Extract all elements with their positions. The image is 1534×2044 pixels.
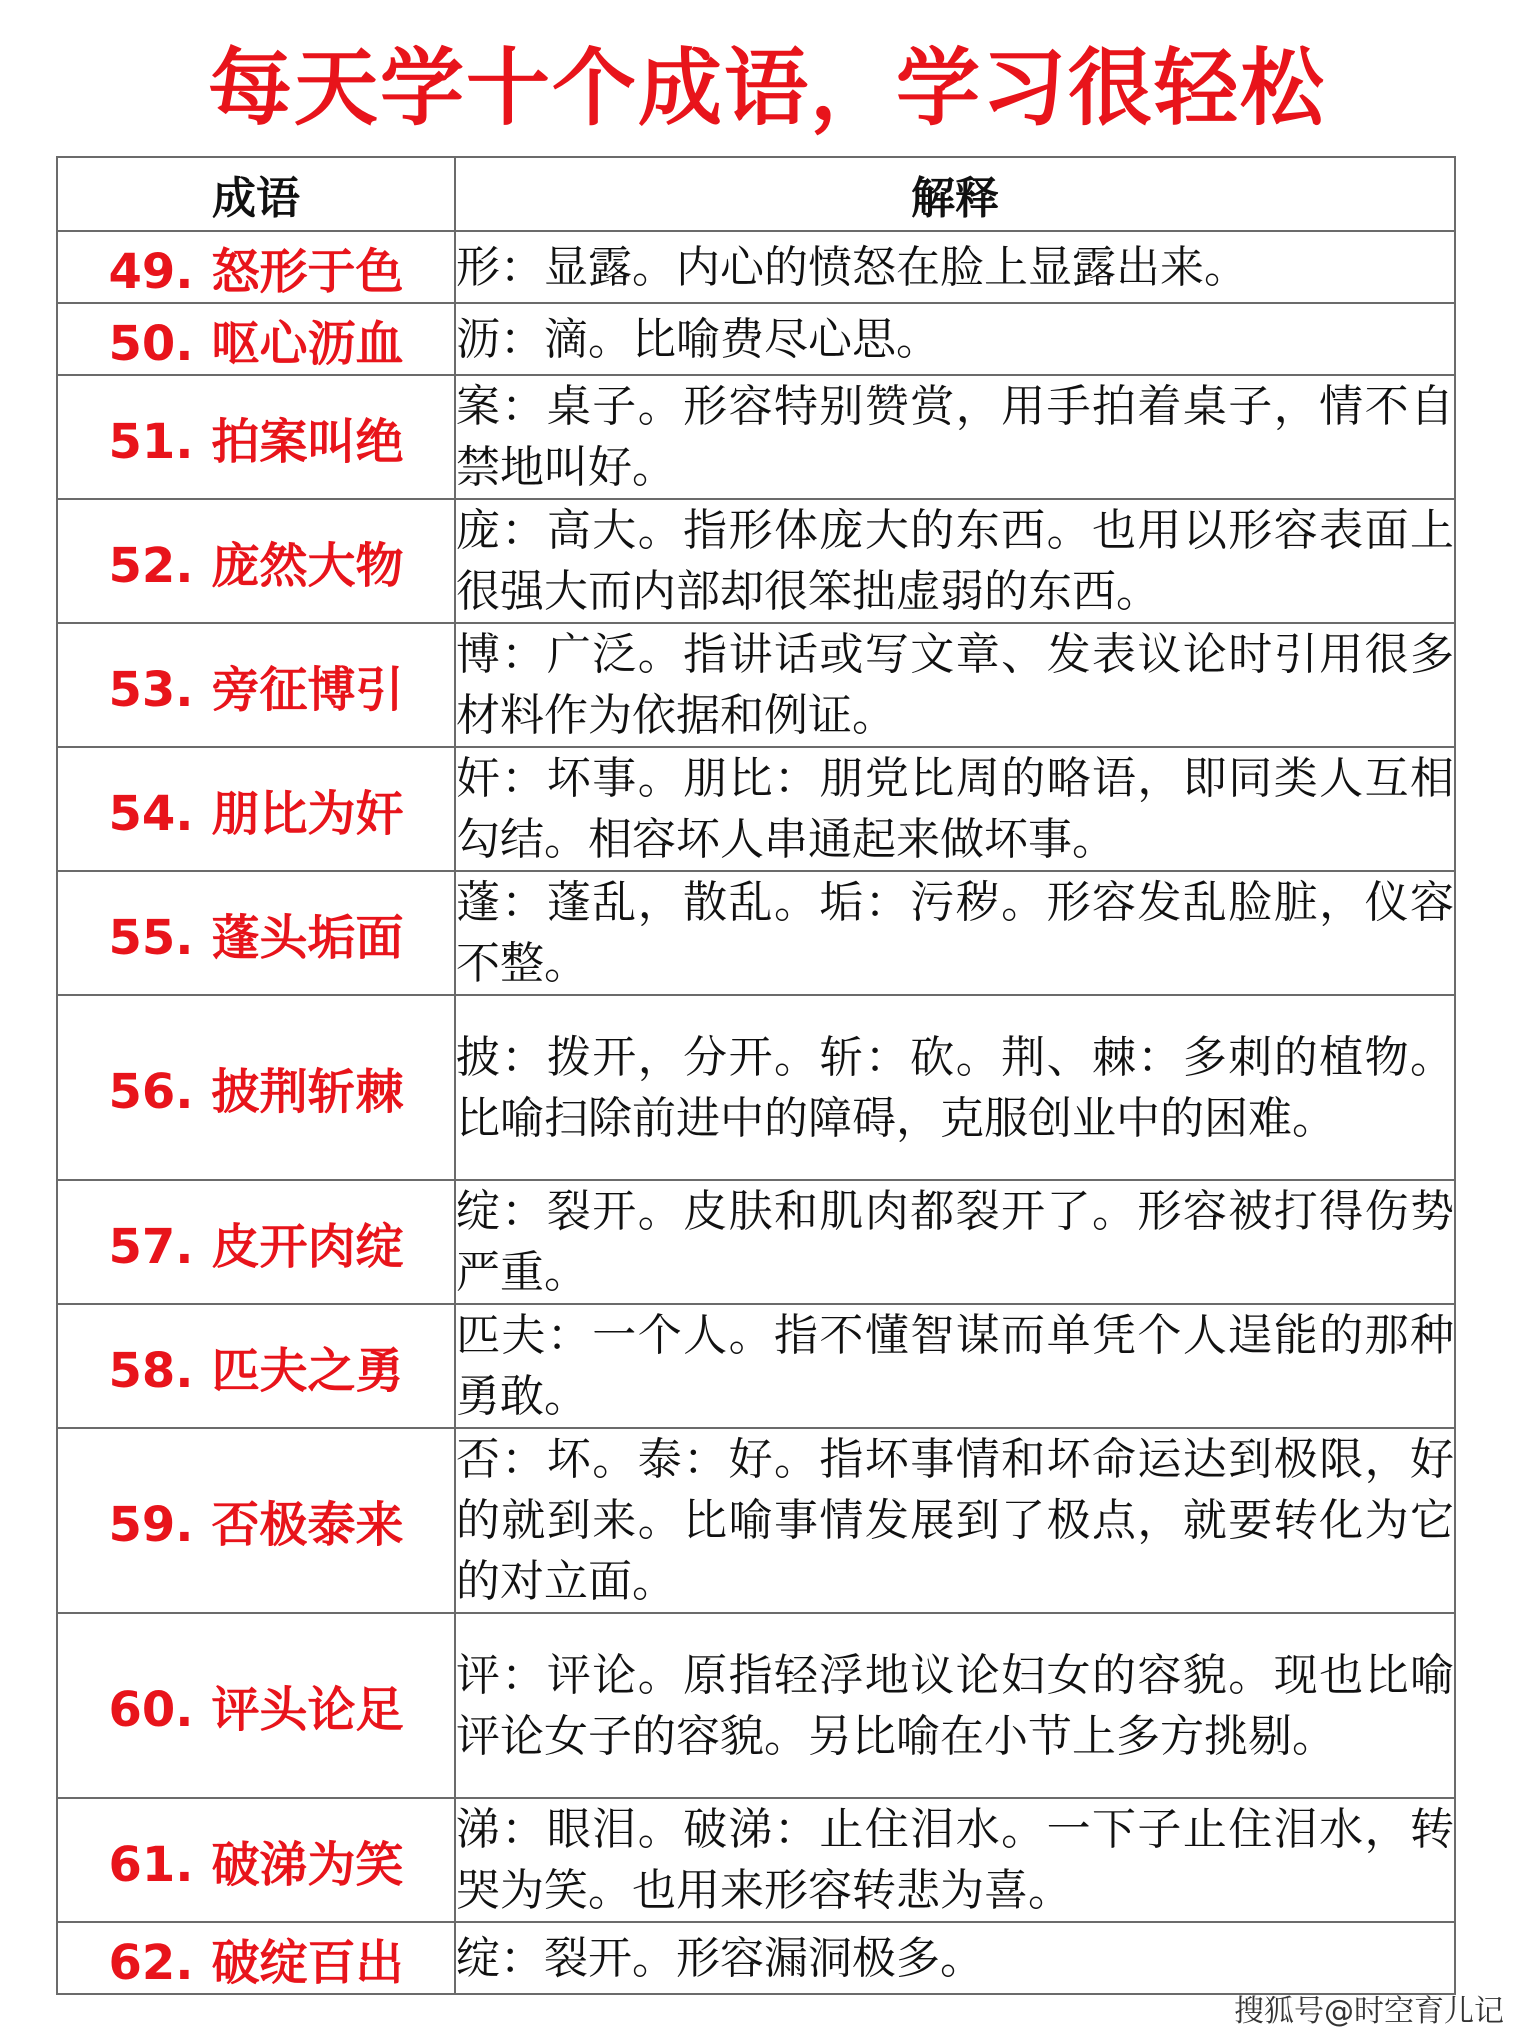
- table-row: [57, 1304, 1455, 1428]
- table-row: [57, 747, 1455, 871]
- idiom-cell: [57, 1798, 455, 1922]
- idiom-cell: [57, 1428, 455, 1613]
- idiom-text: 破涕为笑: [211, 1836, 404, 1893]
- idiom-cell: [57, 375, 455, 499]
- idiom-cell: [57, 1613, 455, 1798]
- idiom-text: 拍案叫绝: [211, 413, 404, 470]
- idiom-text: 匹夫之勇: [211, 1342, 404, 1399]
- idiom-number: 52.: [108, 537, 194, 594]
- idiom-text: 朋比为奸: [211, 785, 404, 842]
- table-row: [57, 499, 1455, 623]
- explanation-cell: 沥：滴。比喻费尽心思。: [455, 303, 1455, 375]
- table-row: [57, 231, 1455, 303]
- table-row: [57, 1922, 1455, 1994]
- table-row: [57, 1798, 1455, 1922]
- idiom-text: 怒形于色: [211, 243, 404, 300]
- table-row: [57, 303, 1455, 375]
- idiom-text: 蓬头垢面: [211, 909, 404, 966]
- idiom-text: 破绽百出: [211, 1934, 404, 1991]
- idiom-number: 51.: [108, 413, 194, 470]
- idiom-number: 56.: [108, 1064, 194, 1120]
- table-row: [57, 375, 1455, 499]
- explanation-cell: 形：显露。内心的愤怒在脸上显露出来。: [455, 231, 1455, 303]
- idiom-text: 否极泰来: [211, 1497, 404, 1553]
- idiom-number: 61.: [108, 1836, 194, 1893]
- idiom-number: 55.: [108, 909, 194, 966]
- explanation-cell: 蓬：蓬乱，散乱。垢：污秽。形容发乱脸脏，仪容不整。: [455, 871, 1455, 995]
- idiom-text: 皮开肉绽: [211, 1218, 404, 1275]
- table-row: [57, 871, 1455, 995]
- table-row: [57, 1613, 1455, 1798]
- idiom-text: 呕心沥血: [211, 315, 404, 372]
- explanation-cell: 博：广泛。指讲话或写文章、发表议论时引用很多材料作为依据和例证。: [455, 623, 1455, 747]
- idiom-table: [56, 156, 1456, 1995]
- idiom-text: 庞然大物: [211, 537, 404, 594]
- table-row: [57, 623, 1455, 747]
- table-row: [57, 1180, 1455, 1304]
- idiom-cell: [57, 747, 455, 871]
- idiom-number: 50.: [108, 315, 194, 372]
- explanation-cell: 庞：高大。指形体庞大的东西。也用以形容表面上很强大而内部却很笨拙虚弱的东西。: [455, 499, 1455, 623]
- idiom-cell: [57, 1180, 455, 1304]
- column-header-idiom: 成语: [57, 157, 455, 231]
- idiom-number: 49.: [108, 243, 194, 300]
- idiom-number: 59.: [108, 1497, 194, 1553]
- idiom-number: 53.: [108, 661, 194, 718]
- idiom-cell: [57, 1304, 455, 1428]
- idiom-text: 旁征博引: [211, 661, 404, 718]
- idiom-cell: [57, 499, 455, 623]
- idiom-cell: [57, 623, 455, 747]
- watermark: 搜狐号@时空育儿记: [1234, 1994, 1504, 2029]
- idiom-number: 62.: [108, 1934, 194, 1991]
- idiom-cell: [57, 995, 455, 1180]
- idiom-cell: [57, 231, 455, 303]
- idiom-cell: [57, 871, 455, 995]
- explanation-cell: 绽：裂开。皮肤和肌肉都裂开了。形容被打得伤势严重。: [455, 1180, 1455, 1304]
- explanation-cell: 匹夫：一个人。指不懂智谋而单凭个人逞能的那种勇敢。: [455, 1304, 1455, 1428]
- idiom-text: 披荆斩棘: [211, 1064, 404, 1120]
- table-row: [57, 995, 1455, 1180]
- explanation-cell: 绽：裂开。形容漏洞极多。: [455, 1922, 1455, 1994]
- explanation-cell: 案：桌子。形容特别赞赏，用手拍着桌子，情不自禁地叫好。: [455, 375, 1455, 499]
- idiom-number: 57.: [108, 1218, 194, 1275]
- explanation-cell: 评：评论。原指轻浮地议论妇女的容貌。现也比喻评论女子的容貌。另比喻在小节上多方挑剔。: [455, 1613, 1455, 1798]
- idiom-number: 60.: [108, 1682, 194, 1738]
- explanation-cell: 披：拨开，分开。斩：砍。荆、棘：多刺的植物。比喻扫除前进中的障碍，克服创业中的困难。: [455, 995, 1455, 1180]
- idiom-cell: [57, 1922, 455, 1994]
- page-title: 每天学十个成语，学习很轻松: [207, 39, 1326, 137]
- table-row: [57, 1428, 1455, 1613]
- idiom-text: 评头论足: [211, 1682, 404, 1738]
- idiom-cell: [57, 303, 455, 375]
- explanation-cell: 涕：眼泪。破涕：止住泪水。一下子止住泪水，转哭为笑。也用来形容转悲为喜。: [455, 1798, 1455, 1922]
- idiom-number: 54.: [108, 785, 194, 842]
- explanation-cell: 奸：坏事。朋比：朋党比周的略语，即同类人互相勾结。相容坏人串通起来做坏事。: [455, 747, 1455, 871]
- explanation-cell: 否：坏。泰：好。指坏事情和坏命运达到极限，好的就到来。比喻事情发展到了极点，就要转化为它的对立面。: [455, 1428, 1455, 1613]
- column-header-explanation: 解释: [455, 157, 1455, 231]
- table-header-row: [57, 157, 1455, 231]
- idiom-number: 58.: [108, 1342, 194, 1399]
